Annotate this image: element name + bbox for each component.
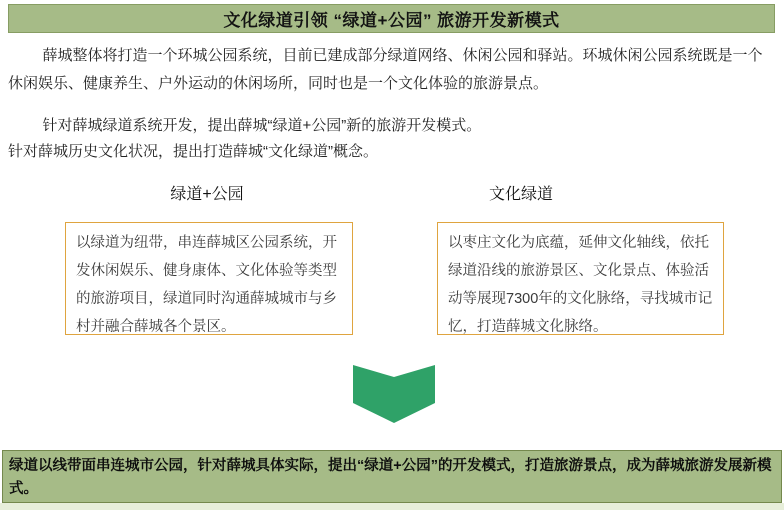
right-concept-box: [437, 222, 724, 335]
footer-text: 绿道以线带面串连城市公园，针对薛城具体实际，提出“绿道+公园”的开发模式，打造旅游景点，成为薛城旅游发展新模式。: [9, 458, 772, 497]
right-concept-box-text: 以枣庄文化为底蕴，延伸文化轴线，依托绿道沿线的旅游景区、文化景点、体验活动等展现7300年的文化脉络，寻找城市记忆，打造薛城文化脉络。: [448, 235, 713, 335]
title-bar: [8, 4, 775, 33]
footer-bar: [2, 450, 782, 503]
bottom-strip: [0, 503, 784, 510]
down-chevron-shape: [353, 365, 435, 423]
right-column-heading: 文化绿道: [488, 186, 553, 203]
intro-text-block: [8, 42, 776, 165]
page-title: 文化绿道引领 “绿道+公园” 旅游开发新模式: [223, 11, 560, 30]
intro-paragraph-3: 针对薛城历史文化状况，提出打造薛城“文化绿道”概念。: [8, 143, 378, 160]
left-concept-box: [65, 222, 353, 335]
intro-paragraph-2: 针对薛城绿道系统开发，提出薛城“绿道+公园”新的旅游开发模式。: [42, 117, 482, 134]
down-chevron-icon: [353, 365, 435, 423]
left-concept-box-text: 以绿道为纽带，串连薛城区公园系统，开发休闲娱乐、健身康体、文化体验等类型的旅游项目，绿道同时沟通薛城城市与乡村并融合薛城各个景区。: [76, 235, 337, 335]
intro-paragraph-1: 薛城整体将打造一个环城公园系统，目前已建成部分绿道网络、休闲公园和驿站。环城休闲公园系统既是一个休闲娱乐、健康养生、户外运动的休闲场所，同时也是一个文化体验的旅游景点。: [8, 47, 763, 92]
left-column-heading: 绿道+公园: [170, 186, 244, 203]
